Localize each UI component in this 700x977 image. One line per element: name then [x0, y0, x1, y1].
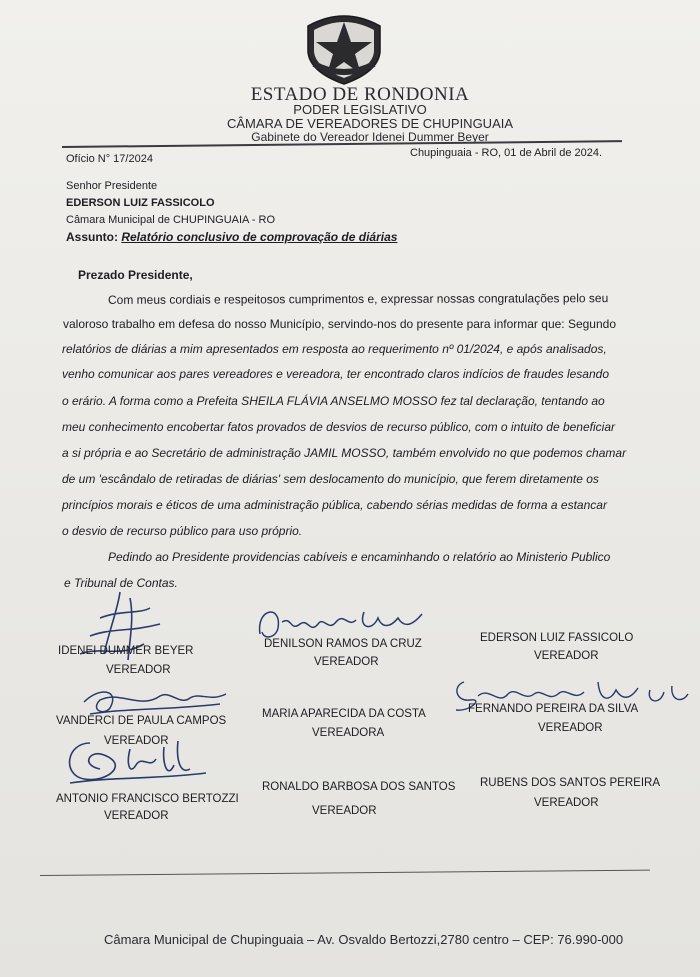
signatory-role-1: VEREADOR	[106, 664, 171, 676]
subject-label: Assunto:	[66, 230, 118, 244]
rondonia-coat-of-arms-icon	[300, 8, 388, 86]
state-title: ESTADO DE RONDONIA	[250, 84, 470, 105]
body-line-7: a si própria e ao Secretário de administração JAMIL MOSSO, também envolvido no que podemos chamar	[62, 446, 627, 460]
branch-title: PODER LEGISLATIVO	[293, 102, 427, 117]
signatory-role-6: VEREADOR	[538, 722, 603, 734]
office-title: Gabinete do Vereador Idenei Dummer Beyer	[251, 130, 489, 144]
signatory-name-4: VANDERCI DE PAULA CAMPOS	[56, 715, 227, 727]
oficio-number: Ofício N° 17/2024	[66, 153, 153, 165]
signatory-role-7: VEREADOR	[104, 810, 169, 822]
signatory-name-2: DENILSON RAMOS DA CRUZ	[264, 638, 422, 650]
signatory-name-9: RUBENS DOS SANTOS PEREIRA	[480, 777, 660, 789]
signatory-role-9: VEREADOR	[534, 797, 599, 809]
chamber-title: CÂMARA DE VEREADORES DE CHUPINGUAIA	[226, 116, 514, 131]
signatory-name-1: IDENEI DUMMER BEYER	[58, 645, 194, 657]
signatory-role-5: VEREADORA	[312, 727, 385, 739]
recipient-institution: Câmara Municipal de CHUPINGUAIA - RO	[66, 214, 276, 226]
signatory-name-5: MARIA APARECIDA DA COSTA	[262, 708, 426, 720]
body-line-9: princípios morais e éticos de uma administração pública, cabendo sérias medidas de forma a estancar	[62, 498, 607, 512]
body-line-2: valoroso trabalho em defesa do nosso Município, servindo-nos do presente para informar que: Segundo	[63, 317, 617, 331]
body-line-3: relatórios de diárias a mim apresentados em resposta ao requerimento nº 01/2024, e após analisados,	[62, 342, 607, 356]
recipient-name: EDERSON LUIZ FASSICOLO	[66, 197, 215, 209]
signatory-role-2: VEREADOR	[314, 656, 379, 668]
subject-text: Relatório conclusivo de comprovação de diárias	[121, 230, 398, 244]
signature-vanderci	[80, 680, 230, 720]
body-line-6: meu conhecimento encobertar fatos provados de desvios de recurso público, com o intuito de beneficiar	[62, 420, 615, 434]
body-line-8: de um 'escândalo de retiradas de diárias' sem deslocamento do município, que ferem diretamente os	[62, 472, 599, 486]
subject-line	[66, 230, 397, 244]
signatory-name-7: ANTONIO FRANCISCO BERTOZZI	[56, 793, 239, 805]
signatory-role-8: VEREADOR	[312, 805, 377, 817]
signatory-name-3: EDERSON LUIZ FASSICOLO	[480, 632, 634, 644]
body-line-4: venho comunicar aos pares vereadores e vereadora, ter encontrado claros indícios de fraudes lesando	[62, 367, 609, 381]
body-line-1: Com meus cordiais e respeitosos cumprimentos e, expressar nossas congratulações pelo seu	[107, 291, 609, 307]
place-date: Chupinguaia - RO, 01 de Abril de 2024.	[410, 147, 603, 159]
closing-line-2: e Tribunal de Contas.	[64, 576, 178, 590]
greeting: Prezado Presidente,	[78, 268, 193, 282]
closing-line-1: Pedindo ao Presidente providencias cabíveis e encaminhando o relatório ao Ministerio Publico	[108, 550, 611, 564]
footer-address: Câmara Municipal de Chupinguaia – Av. Osvaldo Bertozzi,2780 centro – CEP: 76.990-000	[104, 932, 624, 947]
body-line-10: o desvio de recurso público para uso próprio.	[62, 524, 303, 538]
recipient-title: Senhor Presidente	[66, 180, 158, 192]
signatory-role-3: VEREADOR	[534, 650, 599, 662]
footer-divider	[40, 870, 650, 876]
body-line-5: o erário. A forma como a Prefeita SHEILA FLÁVIA ANSELMO MOSSO fez tal declaração, tentando ao	[62, 394, 605, 408]
signatory-name-6: FERNANDO PEREIRA DA SILVA	[468, 703, 639, 715]
signatory-name-8: RONALDO BARBOSA DOS SANTOS	[262, 781, 456, 793]
signatory-role-4: VEREADOR	[104, 735, 169, 747]
